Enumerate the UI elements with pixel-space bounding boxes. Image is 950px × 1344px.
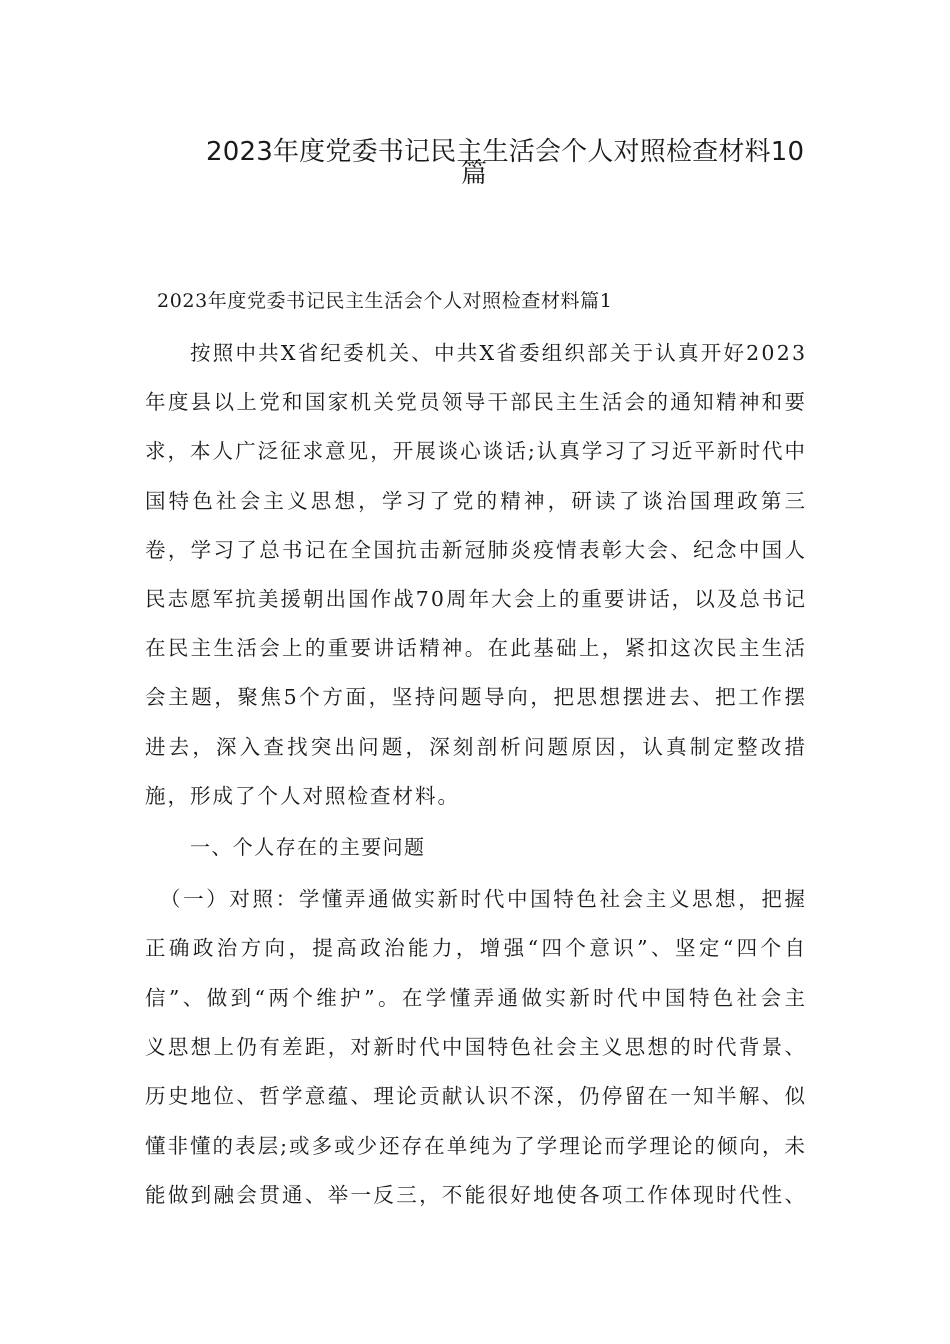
document-title-line-2: 篇	[461, 159, 488, 189]
para1-line: 按照中共X省纪委机关、中共X省委组织部关于认真开好2023	[190, 341, 808, 365]
para2-line: 义思想上仍有差距，对新时代中国特色社会主义思想的时代背景、	[145, 1034, 808, 1059]
para1-line: 民志愿军抗美援朝出国作战70周年大会上的重要讲话，以及总书记	[145, 587, 808, 611]
para2-line: 懂非懂的表层;或多或少还存在单纯为了学理论而学理论的倾向，未	[145, 1133, 808, 1158]
para1-line: 施，形成了个人对照检查材料。	[145, 783, 460, 808]
document-title-line-1: 2023年度党委书记民主生活会个人对照检查材料10	[206, 137, 805, 167]
para1-line: 求，本人广泛征求意见，开展谈心谈话;认真学习了习近平新时代中	[145, 439, 808, 464]
para1-line: 会主题，聚焦5个方面，坚持问题导向，把思想摆进去、把工作摆	[145, 685, 808, 710]
para1-line: 年度县以上党和国家机关党员领导干部民主生活会的通知精神和要	[145, 390, 808, 415]
para1-line: 进去，深入查找突出问题，深刻剖析问题原因，认真制定整改措	[145, 734, 809, 759]
para2-line: （一）对照：学懂弄通做实新时代中国特色社会主义思想，把握	[160, 887, 808, 911]
para1-line: 国特色社会主义思想，学习了党的精神，研读了谈治国理政第三	[145, 488, 809, 513]
para2-line: 能做到融会贯通、举一反三，不能很好地使各项工作体现时代性、	[145, 1182, 808, 1207]
para1-line: 在民主生活会上的重要讲话精神。在此基础上，紧扣这次民主生活	[145, 636, 808, 661]
para2-line: 正确政治方向，提高政治能力，增强“四个意识”、坚定“四个自	[145, 936, 809, 961]
para1-line: 卷，学习了总书记在全国抗击新冠肺炎疫情表彰大会、纪念中国人	[145, 537, 808, 562]
para2-line: 历史地位、哲学意蕴、理论贡献认识不深，仍停留在一知半解、似	[145, 1084, 808, 1109]
para2-line: 信”、做到“两个维护”。在学懂弄通做实新时代中国特色社会主	[145, 985, 809, 1010]
document-subtitle: 2023年度党委书记民主生活会个人对照检查材料篇1	[157, 290, 613, 312]
section-heading: 一、个人存在的主要问题	[190, 835, 426, 859]
